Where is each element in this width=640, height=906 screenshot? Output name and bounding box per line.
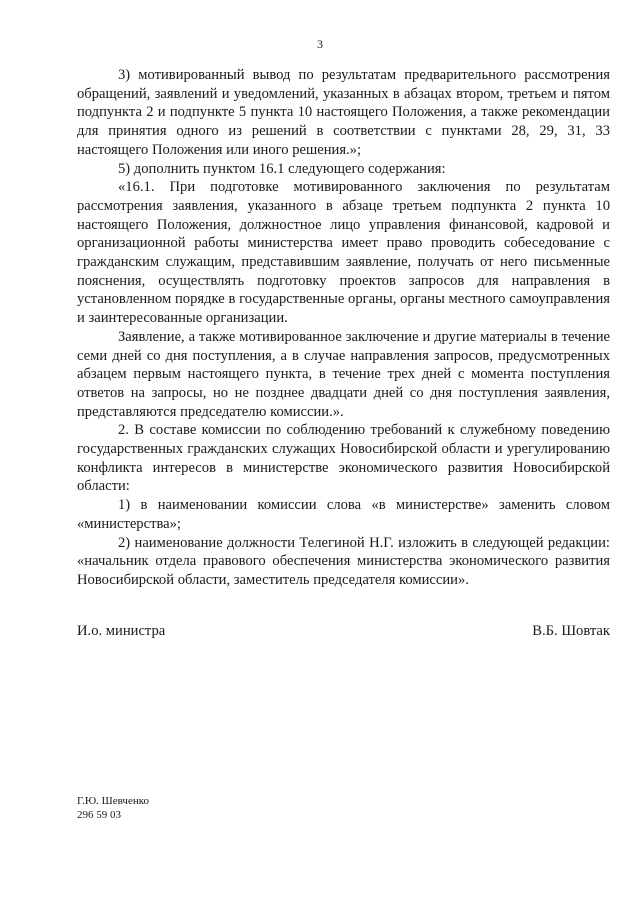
signatory-name: В.Б. Шовтак xyxy=(532,623,610,639)
paragraph-commission-composition: 2. В составе комиссии по соблюдению требований к служебному поведению государственных гражданских служащих Новосибирской области и урегулированию конфликта интересов в министерстве экономического развития Новосибирской области: xyxy=(77,422,610,495)
paragraph-statement-materials: Заявление, а также мотивированное заключение и другие материалы в течение семи дней со дня поступления, а в случае направления запросов, предусмотренных абзацем первым настоящего пункта, в течение трех дней с момента поступления ответов на запросы, но не позднее двадцати дней со дня поступления заявления, представляются председателю комиссии.». xyxy=(77,328,610,420)
paragraph-subitem-2: 2) наименование должности Телегиной Н.Г. изложить в следующей редакции: «начальник отдела правового обеспечения министерства экономического развития Новосибирской области, заместитель председателя комиссии». xyxy=(77,534,610,588)
paragraph-subitem-1: 1) в наименовании комиссии слова «в министерстве» заменить словом «министерства»; xyxy=(77,497,610,532)
paragraph-item-3: 3) мотивированный вывод по результатам предварительного рассмотрения обращений, заявлений и уведомлений, указанных в абзацах втором, третьем и пятом подпункта 2 и подпункте 5 пункта 10 настоящего Положения, а также рекомендации для принятия одного из решений в соответствии с пунктами 28, 29, 31, 33 настоящего Положения или иного решения.»; xyxy=(77,67,610,158)
paragraph-16-1: «16.1. При подготовке мотивированного заключения по результатам рассмотрения заявления, указанного в абзаце третьем подпункта 2 пункта 10 настоящего Положения, должностное лицо управления финансовой, кадровой и организационной работы министерства имеет право проводить собеседование с гражданским служащим, представившим заявление, получать от него письменные пояснения, осуществлять подготовку проектов запросов для направления в установленном порядке в государственные органы, органы местного самоуправления и заинтересованные организации. xyxy=(77,179,610,327)
document-body xyxy=(77,66,610,590)
signatory-position: И.о. министра xyxy=(77,623,166,639)
page-number: 3 xyxy=(317,37,323,51)
executor-name: Г.Ю. Шевченко xyxy=(77,795,150,807)
executor-block xyxy=(77,794,149,822)
executor-phone: 296 59 03 xyxy=(77,809,121,821)
paragraph-item-5: 5) дополнить пунктом 16.1 следующего содержания: xyxy=(118,160,446,177)
